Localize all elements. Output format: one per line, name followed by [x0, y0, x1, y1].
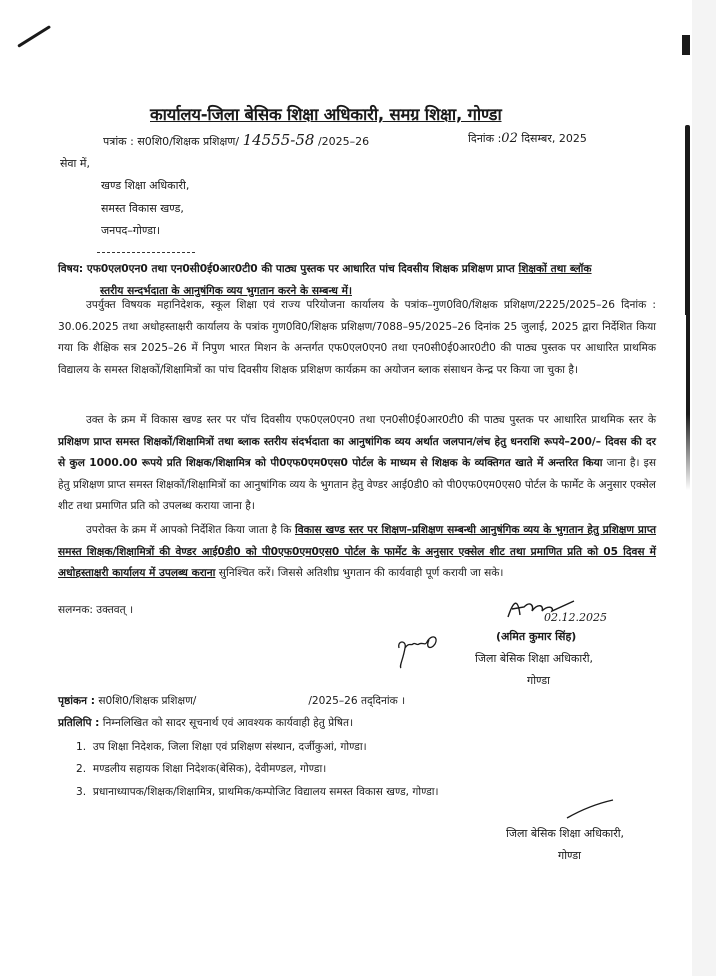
office-heading: कार्यालय-जिला बेसिक शिक्षा अधिकारी, समग्र शिक्षा, गोण्डा: [150, 105, 502, 124]
copy-recipient: [76, 785, 439, 799]
page-edge-background: [692, 0, 716, 976]
recipient-text: उप शिक्षा निदेशक, जिला शिक्षा एवं प्रशिक्षण संस्थान, दर्जीकुआं, गोण्डा।: [92, 741, 367, 753]
recipient-text: मण्डलीय सहायक शिक्षा निदेशक(बेसिक), देवीमण्डल, गोण्डा।: [92, 763, 327, 775]
copy-recipient: [76, 762, 326, 776]
scan-edge-shadow-lower: [686, 300, 690, 490]
paragraph-text: उपर्युक्त विषयक महानिदेशक, स्कूल शिक्षा एवं राज्य परियोजना कार्यालय के पत्रांक–गुण0वि0/शिक्षक प्रशिक्षण/2225/2025–26 दिनांक : 30.06.2025 तथा अधोहस्ताक्षरी कार्यालय के पत्रांक गुण0वि0/शिक्षक प्रशिक्षण/7088–95/2025–26 दिनांक 25 जुलाई, 2025 द्वारा निर्देशित किया गया कि शैक्षिक सत्र 2025–26 में निपुण भारत मिशन के अन्तर्गत एफ0एल0एन0 तथा एन0सी0ई0आर0टी0 की पाठ्य पुस्तक पर आधारित प्राथमिक विद्यालय के समस्त शिक्षकों/शिक्षामित्रों का पांच दिवसीय शिक्षक प्रशिक्षण कार्यक्रम का अयोजन ब्लाक संसाधन केन्द्र पर किया जा चुका है।: [58, 299, 656, 376]
signature-date: 02.12.2025: [544, 611, 607, 623]
endorsement-signature-stroke: [565, 798, 615, 820]
paragraph-text: सुनिश्चित करें। जिससे अतिशीघ्र भुगतान की कार्यवाही पूर्ण करायी जा सके।: [218, 567, 504, 579]
officer-place: गोण्डा: [527, 674, 551, 687]
subject-text: एफ0एल0एन0 तथा एन0सी0ई0आर0टी0 की पाठ्य पुस्तक पर आधारित पांच दिवसीय शिक्षक प्रशिक्षण प्राप्त: [86, 263, 515, 275]
enclosure-note: सलग्नक: उक्तवत् ।: [58, 604, 134, 616]
copy-label: प्रतिलिपि :: [58, 717, 100, 729]
endorsement-year: /2025–26 तद्‌दिनांक ।: [308, 695, 406, 707]
body-paragraph-2: [58, 410, 656, 518]
recipient-number: 2.: [76, 763, 87, 775]
endorsement-line: [58, 694, 405, 708]
endorsement-label: पृष्ठांकन :: [58, 695, 95, 707]
body-paragraph-3: [58, 520, 656, 585]
ref-number-handwritten: 14555-58: [242, 131, 315, 149]
scan-edge-shadow: [685, 125, 690, 315]
salutation: सेवा में,: [60, 157, 90, 170]
copy-to-line: [58, 716, 353, 730]
paragraph-underlined-directive: विकास खण्ड स्तर पर शिक्षण–प्रशिक्षण सम्बन्धी आनुषंगिक व्यय के भुगतान हेतु प्रशिक्षण प्राप्त समस्त शिक्षक/शिक्षामित्रों की वेण्डर आई0डी0 को पी0एफ0एम0एस0 पोर्टल के फार्मेट के अनुसार एक्सेल शीट तथा प्रमाणित प्रति को 05 दिवस में अधोहस्ताक्षरी कार्यालय में उपलब्ध कराना: [58, 524, 657, 579]
paragraph-bold-text: प्रशिक्षण प्राप्त समस्त शिक्षकों/शिक्षामित्रों तथा ब्लाक स्तरीय संदर्भदाता का आनुषांगिक व्यय अर्थात जलपान/लंच हेतु धनराशि रूपये–200/– दिवस की दर से कुल 1000.00 रूपये प्रति शिक्षक/शिक्षामित्र को पी0एफ0एम0एस0 पोर्टल के माध्यम से शिक्षक के व्यक्तिगत खाते में अन्तरित किया: [58, 435, 656, 469]
officer-title: जिला बेसिक शिक्षा अधिकारी,: [475, 652, 594, 665]
recipient-text: प्रधानाध्यापक/शिक्षक/शिक्षामित्र, प्राथमिक/कम्पोजिट विद्यालय समस्त विकास खण्ड, गोण्डा।: [92, 786, 439, 798]
paragraph-text: उपरोक्त के क्रम में आपको निर्देशित किया जाता है कि: [86, 524, 292, 536]
officer-name: (अमित कुमार सिंह): [496, 630, 577, 643]
paragraph-text: जाना है। इस हेतु प्रशिक्षण प्राप्त समस्त शिक्षकों/शिक्षामित्रों का आनुषांगिक व्यय के भुगतान हेतु वेण्डर आई0डी0 को पी0एफ0एम0एस0 पोर्टल के फार्मेट के अनुसार एक्सेल शीट तथा प्रमाणित प्रति को उपलब्ध कराया जाना है।: [58, 457, 657, 512]
body-paragraph-1: [58, 295, 656, 381]
officer-signature: [504, 597, 626, 623]
endorsement-officer-title: जिला बेसिक शिक्षा अधिकारी,: [506, 827, 625, 840]
copy-text: निम्नलिखित को सादर सूचनार्थ एवं आवश्यक कार्यवाही हेतु प्रेषित।: [102, 717, 354, 729]
ref-label: पत्रांक : स0शि0/शिक्षक प्रशिक्षण/: [103, 135, 240, 148]
addressee-line: खण्ड शिक्षा अधिकारी,: [101, 179, 190, 192]
subject-underlined-continued: स्तरीय सन्दर्भदाता के आनुषंगिक व्यय भुगतान करने के सम्बन्ध में।: [100, 284, 352, 297]
letter-date: [468, 131, 587, 146]
initials-signature: [395, 630, 445, 670]
letter-reference: [103, 131, 369, 149]
endorsement-ref: स0शि0/शिक्षक प्रशिक्षण/: [98, 695, 197, 707]
date-label: दिनांक :: [468, 132, 502, 145]
recipient-number: 1.: [76, 741, 87, 753]
addressee-line: जनपद–गोण्डा।: [101, 224, 161, 237]
recipient-number: 3.: [76, 786, 87, 798]
ref-year: /2025–26: [317, 135, 370, 148]
copy-recipient: [76, 740, 367, 754]
pen-tick-mark: [17, 25, 51, 48]
addressee-line: समस्त विकास खण्ड,: [101, 202, 184, 215]
subject-label: विषय:: [58, 263, 84, 275]
scan-edge-mark: [682, 35, 690, 55]
paragraph-text: उक्त के क्रम में विकास खण्ड स्तर पर पॉच दिवसीय एफ0एल0एन0 तथा एन0सी0ई0आर0टी0 की पाठ्य पुस्तक पर आधारित प्राथमिक स्तर के: [86, 414, 656, 426]
endorsement-officer-place: गोण्डा: [558, 849, 582, 862]
address-divider: [97, 252, 195, 253]
date-day-handwritten: 02: [501, 131, 518, 146]
date-rest: दिसम्बर, 2025: [521, 132, 587, 145]
subject-underlined: शिक्षकों तथा ब्लॉक: [518, 263, 592, 275]
